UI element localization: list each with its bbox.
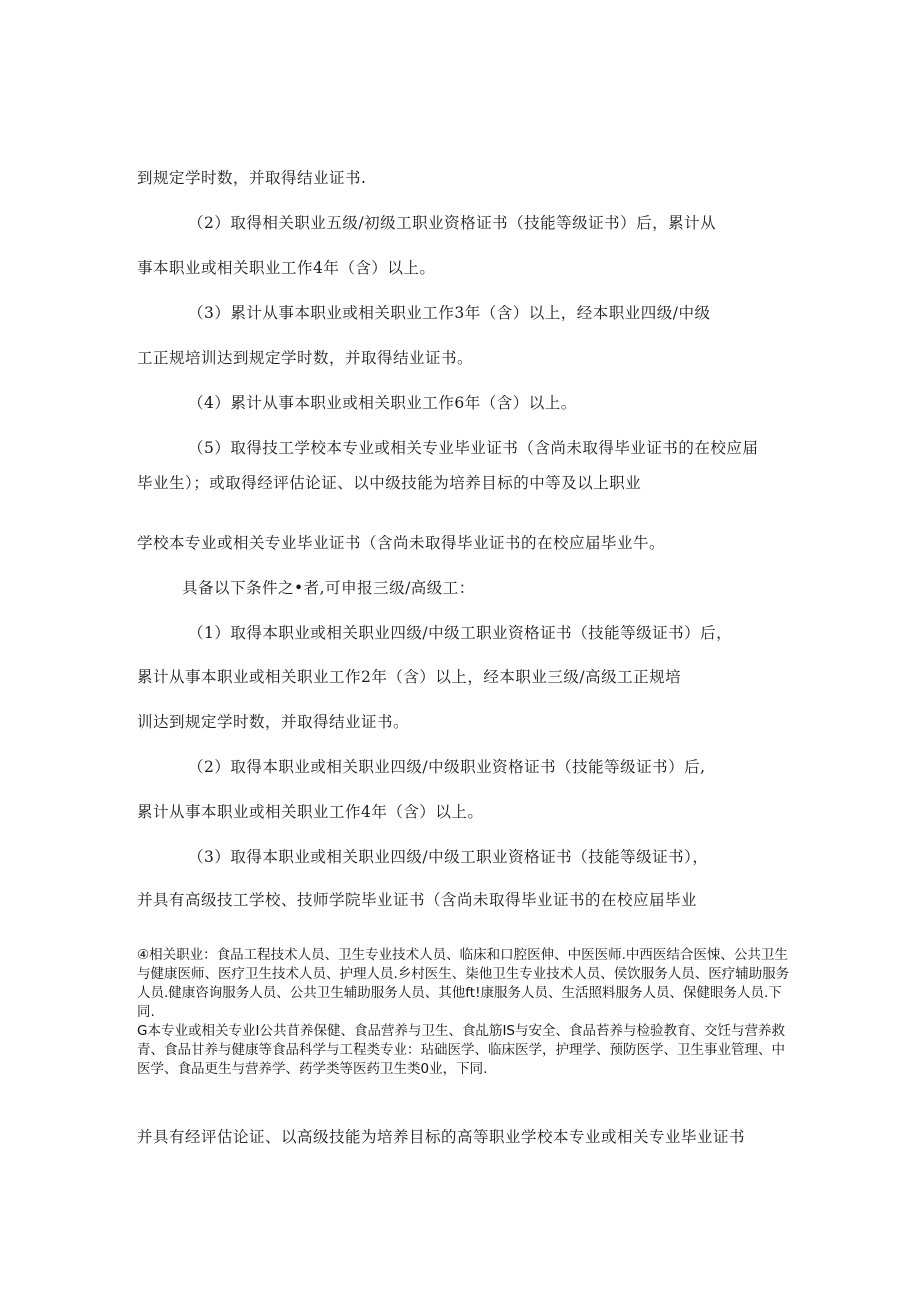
footnote-related-occupations: ④相关职业：食品工程技术人员、卫生专业技术人员、临床和口腔医伸、中医医师.中西医结合医悚、公共卫生与健康医师、医疗卫生技术人员、护理人员.乡村医生、柒他卫生专业技术人员、侯饮服务人员、医疗辅助服务人员.健康咨询服务人员、公共卫生辅助服务人员、其他ft!康服务人员、生活照料服务人员、保健眼务人员.下同. <box>137 947 790 1020</box>
text-line-13: 训达到规定学时数，并取得结业证书。 <box>137 713 410 731</box>
text-line-5: 工正规培训达到规定学时数，并取得结业证书。 <box>137 349 474 367</box>
text-line-15: 累计从事本职业或相关职业工作4年（含）以上。 <box>137 803 484 821</box>
text-line-final: 并具有经评估论证、以高级技能为培养目标的高等职业学校本专业或相关专业毕业证书 <box>137 1128 746 1146</box>
text-line-14: （2）取得本职业或相关职业四级/中级职业资格证书（技能等级证书）后, <box>188 758 706 776</box>
text-line-9: 学校本专业或相关专业毕业证书（含尚未取得毕业证书的在校应届毕业牛。 <box>137 534 666 552</box>
text-line-7: （5）取得技工学校本专业或相关专业毕业证书（含尚未取得毕业证书的在校应届 <box>188 439 759 457</box>
footnotes-block <box>137 946 797 1079</box>
text-line-11: （1）取得本职业或相关职业四级/中级工职业资格证书（技能等级证书）后， <box>188 624 733 642</box>
text-line-10: 具备以下条件之•者,可申报三级/高级工： <box>182 579 475 597</box>
text-line-16: （3）取得本职业或相关职业四级/中级工职业资格证书（技能等级证书）， <box>188 848 709 866</box>
text-line-17: 并具有高级技工学校、技师学院毕业证书（含尚未取得毕业证书的在校应届毕业 <box>137 891 698 909</box>
text-line-8: 毕业生）；或取得经评估论证、以中级技能为培养目标的中等及以上职业 <box>137 474 642 492</box>
text-line-12: 累计从事本职业或相关职业工作2年（含）以上，经本职业三级/高级工正规培 <box>137 668 682 686</box>
footnote-related-majors: G本专业或相关专业I公共苜养保健、食品营养与卫生、食乩筋IS与安全、食品苔养与检验教育、交饪与营养救青、食品甘养与健康等食品科学与工程类专业：玷础医学、临床医学，护理学、预防医学、卫生事业管理、中医学、食品更生与营养学、药学类等医药卫生类0业，下同. <box>137 1023 785 1077</box>
text-line-6: （4）累计从事本职业或相关职业工作6年（含）以上。 <box>188 394 577 412</box>
text-line-2: （2）取得相关职业五级/初级工职业资格证书（技能等级证书）后，累计从 <box>188 214 717 232</box>
text-line-1: 到规定学时数，并取得结业证书. <box>137 169 367 187</box>
text-line-3: 事本职业或相关职业工作4年（含）以上。 <box>137 259 436 277</box>
text-line-4: （3）累计从事本职业或相关职业工作3年（含）以上，经本职业四级/中级 <box>188 304 711 322</box>
